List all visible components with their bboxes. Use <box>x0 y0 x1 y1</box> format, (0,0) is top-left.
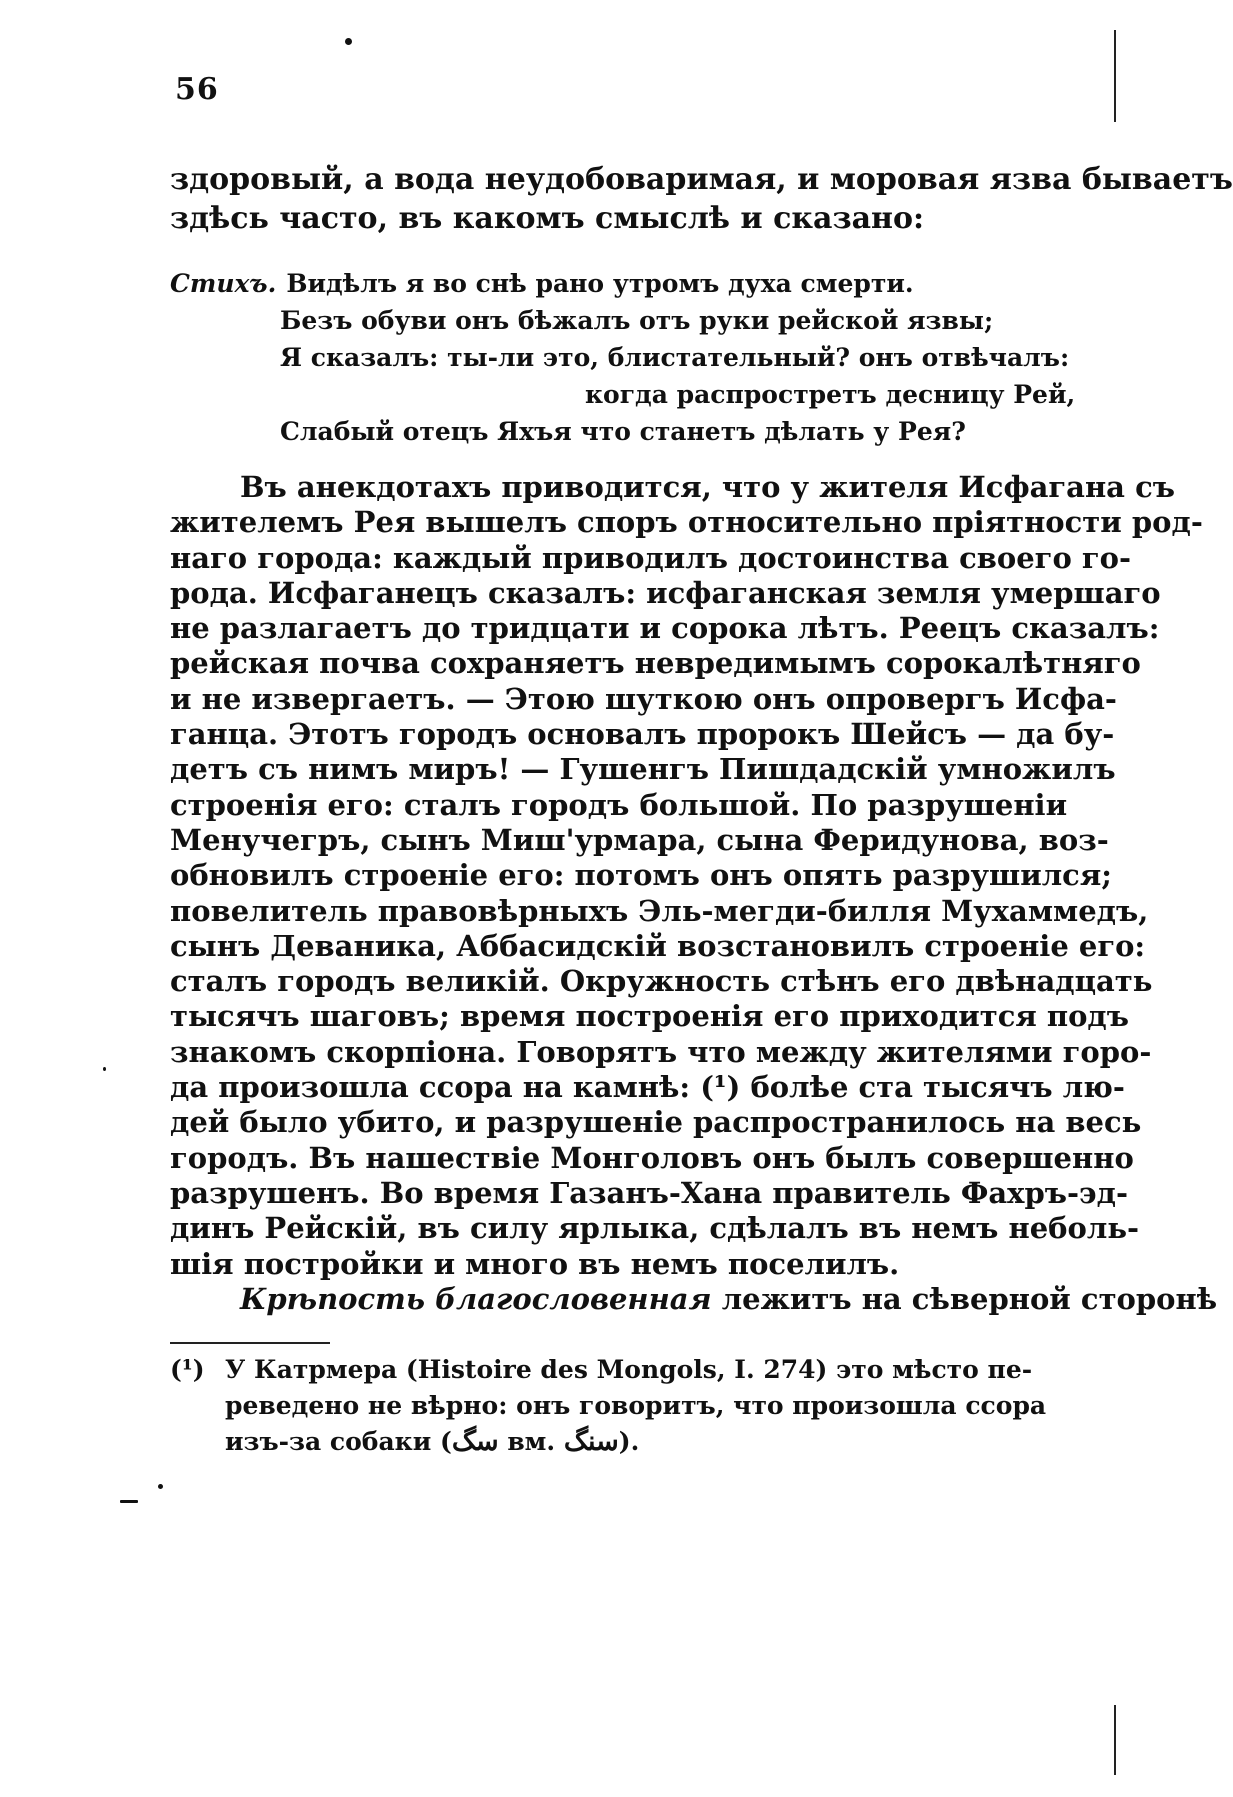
footnote-marker: (¹) <box>170 1355 205 1384</box>
text-line: здѣсь часто, въ какомъ смыслѣ и сказано: <box>170 201 925 236</box>
italic-phrase: Крѣпость благословенная <box>240 1281 712 1316</box>
footnote <box>170 1352 1050 1460</box>
verse-block <box>170 265 1076 450</box>
text-line: обновилъ строеніе его: потомъ онъ опять разрушился; <box>170 858 1112 893</box>
text-line: тысячъ шаговъ; время построенія его приходится подъ <box>170 999 1130 1034</box>
text-line: знакомъ скорпіона. Говорятъ что между жителями горо- <box>170 1034 1152 1069</box>
ink-speck <box>345 38 352 45</box>
ink-speck <box>103 1067 106 1071</box>
footnote-line: реведено не вѣрно: онъ говоритъ, что произошла ссора <box>225 1391 1047 1420</box>
verse-line: Безъ обуви онъ бѣжалъ отъ руки рейской язвы; <box>280 306 994 335</box>
footnote-line: (¹) У Катрмера (Histoire des Mongols, I. 274) это мѣсто пе- <box>170 1352 1050 1388</box>
text-line: Менучегръ, сынъ Миш'урмара, сына Феридунова, воз- <box>170 822 1109 857</box>
text-line: строенія его: сталъ городъ большой. По разрушеніи <box>170 787 1068 822</box>
text-line: разрушенъ. Во время Газанъ-Хана правитель Фахръ-эд- <box>170 1175 1129 1210</box>
verse-line: Стихъ. Видѣлъ я во снѣ рано утромъ духа смерти. <box>170 269 914 298</box>
text-line: Крѣпость благословенная лежитъ на сѣверной сторонѣ <box>240 1281 1218 1316</box>
ink-speck <box>158 1484 163 1489</box>
text-line: динъ Рейскій, въ силу ярлыка, сдѣлалъ въ немъ неболь- <box>170 1211 1140 1246</box>
text-line: не разлагаетъ до тридцати и сорока лѣтъ. Реецъ сказалъ: <box>170 611 1160 646</box>
verse-label: Стихъ. <box>170 269 277 298</box>
ink-mark <box>120 1500 138 1503</box>
text-line: здоровый, а вода неудобоваримая, и моровая язва бываетъ <box>170 162 1233 197</box>
text-line: да произошла ссора на камнѣ: (¹) болѣе ста тысячъ лю- <box>170 1070 1125 1105</box>
intro-paragraph <box>170 160 1233 238</box>
main-paragraph <box>170 470 1218 1317</box>
verse-line: когда распростретъ десницу Рей, <box>585 380 1076 409</box>
text-line: повелитель правовѣрныхъ Эль-мегди-билля Мухаммедъ, <box>170 893 1149 928</box>
text-line: рейская почва сохраняетъ невредимымъ сорокалѣтняго <box>170 646 1141 681</box>
arabic-word: سنگ <box>563 1426 619 1457</box>
footnote-divider <box>170 1342 330 1344</box>
text-line: и не извергаетъ. — Этою шуткою онъ опровергъ Исфа- <box>170 681 1117 716</box>
verse-line: Слабый отецъ Яхъя что станетъ дѣлать у Рея? <box>280 417 966 446</box>
arabic-word: سگ <box>451 1426 499 1457</box>
page-edge-line <box>1114 1705 1116 1775</box>
text-line: шія постройки и много въ немъ поселилъ. <box>170 1246 900 1281</box>
text-line: детъ съ нимъ миръ! — Гушенгъ Пишдадскій умножилъ <box>170 752 1116 787</box>
footnote-line: изъ-за собаки (سگ вм. سنگ). <box>225 1426 640 1457</box>
text-line: рода. Исфаганецъ сказалъ: исфаганская земля умершаго <box>170 575 1161 610</box>
text-line: дей было убито, и разрушеніе распространилось на весь <box>170 1105 1142 1140</box>
text-line: сталъ городъ великій. Окружность стѣнъ его двѣнадцать <box>170 964 1153 999</box>
page-edge-line <box>1114 30 1116 122</box>
text-line: Въ анекдотахъ приводится, что у жителя Исфагана съ <box>240 470 1175 504</box>
page-number: 56 <box>175 72 219 107</box>
verse-line: Я сказалъ: ты-ли это, блистательный? онъ отвѣчалъ: <box>280 343 1070 372</box>
text-line: наго города: каждый приводилъ достоинства своего го- <box>170 540 1132 575</box>
text-line: сынъ Деваника, Аббасидскій возстановилъ строеніе его: <box>170 928 1146 963</box>
text-line: жителемъ Рея вышелъ споръ относительно пріятности род- <box>170 505 1203 540</box>
text-line: ганца. Этотъ городъ основалъ пророкъ Шейсъ — да бу- <box>170 717 1115 752</box>
text-line: городъ. Въ нашествіе Монголовъ онъ былъ совершенно <box>170 1140 1134 1175</box>
